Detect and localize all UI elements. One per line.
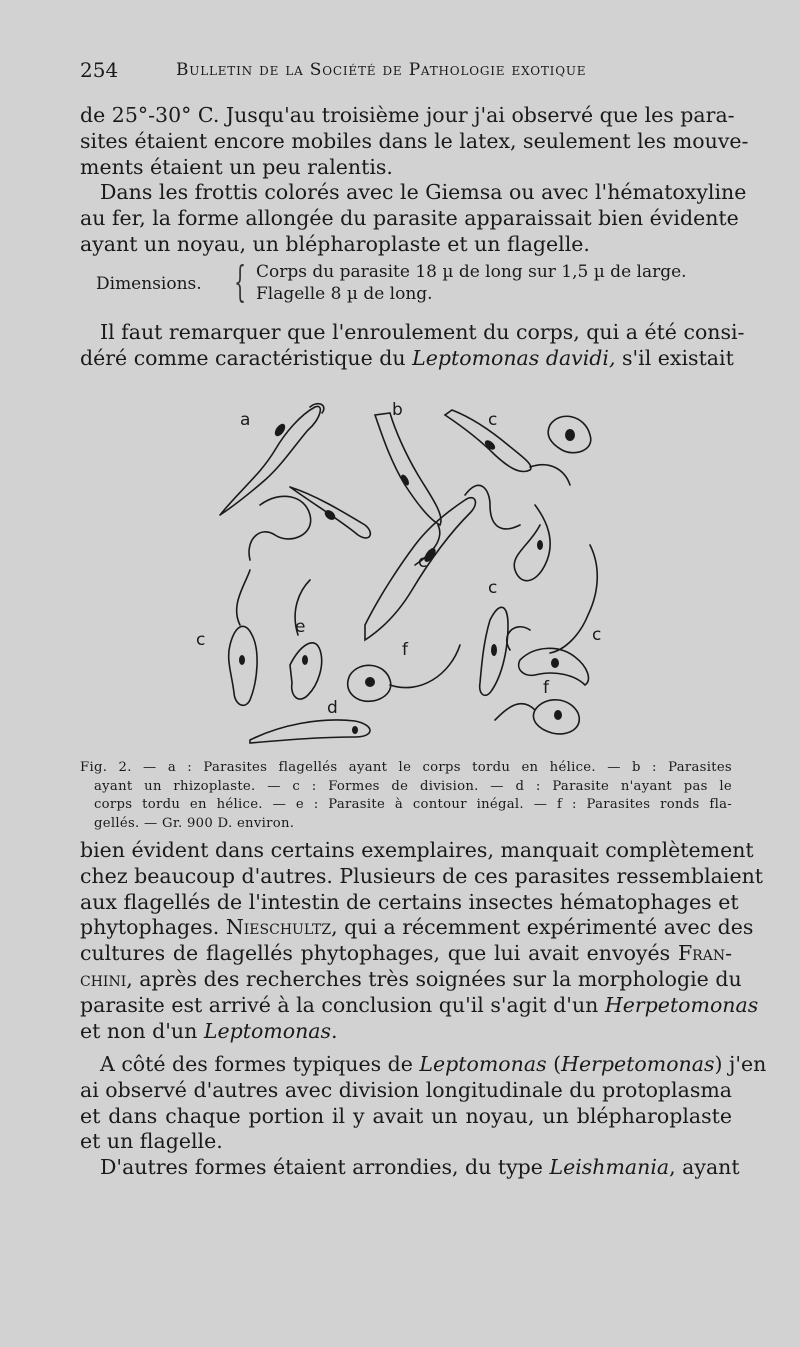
paragraph-6 xyxy=(80,1155,740,1181)
text-line: ments étaient un peu ralentis. xyxy=(80,154,393,179)
figure-caption xyxy=(80,759,732,833)
parasite-flagellated-loop xyxy=(249,496,311,560)
text-run: s'il existait xyxy=(615,345,734,370)
text-run: ( xyxy=(546,1052,562,1076)
species-name: Herpetomonas xyxy=(604,992,759,1017)
text-run: parasite est arrivé à la conclusion qu'il s'agit d'un xyxy=(80,992,605,1017)
parasite-b xyxy=(375,413,441,525)
text-run: D'autres formes étaient arrondies, du type xyxy=(100,1155,550,1179)
paragraph-5 xyxy=(80,1052,767,1155)
text-line: ayant un noyau, un blépharoplaste et un flagelle. xyxy=(80,231,590,256)
running-header xyxy=(80,58,740,86)
parasite-c-left xyxy=(229,626,257,705)
dimension-body: Corps du parasite 18 µ de long sur 1,5 µ de large. xyxy=(256,262,687,282)
species-name: Leptomonas davidi, xyxy=(412,345,616,370)
parasite-right-curl xyxy=(514,505,550,581)
text-line xyxy=(80,346,732,372)
text-line: bien évident dans certains exemplaires, manquait complètement xyxy=(80,838,754,862)
text-line xyxy=(80,992,759,1019)
text-line: Dans les frottis colorés avec le Giemsa ou avec l'hématoxyline xyxy=(100,180,747,204)
species-name: Leptomonas xyxy=(419,1052,547,1076)
caption-line: gellés. — Gr. 900 D. environ. xyxy=(94,815,295,831)
dimension-flagellum: Flagelle 8 µ de long. xyxy=(256,284,433,304)
figure-label-e: e xyxy=(295,617,306,637)
text-line xyxy=(80,1019,732,1045)
text-run: , après des recherches très soignées sur la morphologie du xyxy=(126,966,742,991)
text-line xyxy=(80,966,742,993)
species-name: Leishmania xyxy=(549,1155,670,1179)
dimensions-label: Dimensions. xyxy=(96,274,202,294)
figure-label-c-right: c xyxy=(592,625,602,645)
author-name: chini xyxy=(80,966,127,991)
text-line: et un flagelle. xyxy=(80,1129,223,1154)
text-run: et non d'un xyxy=(80,1018,204,1043)
parasite-figure xyxy=(190,395,630,755)
text-run: déré comme caractéristique du xyxy=(80,345,413,370)
figure-label-c-lower: c xyxy=(488,578,498,598)
text-line xyxy=(80,1155,740,1181)
figure-label-f-right: f xyxy=(543,678,549,698)
figure-label-c-middle: c xyxy=(418,552,428,572)
paragraph-4 xyxy=(80,838,764,1044)
figure-label-f-middle: f xyxy=(402,640,408,660)
text-line: ai observé d'autres avec division longitudinale du protoplasma xyxy=(80,1077,733,1102)
parasite-d xyxy=(250,720,370,743)
text-run: ) j'en xyxy=(714,1052,767,1076)
caption-line: ayant un rhizoplaste. — c : Formes de division. — d : Parasite n'ayant pas le xyxy=(94,778,732,794)
text-run: phytophages. xyxy=(80,915,226,940)
text-line: chez beaucoup d'autres. Plusieurs de ces parasites ressemblaient xyxy=(80,863,764,888)
figure-label-c-top: c xyxy=(488,410,498,430)
text-line: Il faut remarquer que l'enroulement du corps, qui a été consi- xyxy=(100,320,745,344)
species-name: Leptomonas xyxy=(203,1018,332,1043)
text-line xyxy=(80,941,732,967)
dimensions-block xyxy=(96,257,716,308)
text-run: . xyxy=(331,1018,338,1043)
caption-line: Fig. 2. — a : Parasites flagellés ayant le corps tordu en hélice. — b : Parasites xyxy=(80,760,732,775)
text-line: de 25°-30° C. Jusqu'au troisième jour j'ai observé que les para- xyxy=(80,103,735,127)
text-line: aux flagellés de l'intestin de certains insectes hématophages et xyxy=(80,889,739,914)
figure-label-d: d xyxy=(327,698,338,718)
paragraph-1 xyxy=(80,103,749,180)
paragraph-2 xyxy=(80,180,747,257)
figure-label-a: a xyxy=(240,410,251,430)
text-line: sites étaient encore mobiles dans le latex, seulement les mouve- xyxy=(80,128,749,153)
caption-line: corps tordu en hélice. — e : Parasite à contour inégal. — f : Parasites ronds fla- xyxy=(94,797,732,813)
figure-label-b: b xyxy=(392,400,403,420)
author-name: Fran- xyxy=(677,941,732,966)
text-run: A côté des formes typiques de xyxy=(100,1052,420,1076)
parasite-e xyxy=(290,643,322,699)
text-run: cultures de flagellés phytophages, que lui avait envoyés xyxy=(80,941,678,966)
text-line xyxy=(80,915,754,941)
brace-icon: { xyxy=(234,257,247,306)
text-run: , ayant xyxy=(669,1155,740,1179)
figure-label-c-left: c xyxy=(196,630,206,650)
text-line xyxy=(80,1052,767,1078)
journal-title: Bulletin de la Société de Pathologie exotique xyxy=(176,60,587,80)
text-run: , qui a récemment expérimenté avec des xyxy=(331,915,754,940)
page-number: 254 xyxy=(80,58,119,82)
text-line: au fer, la forme allongée du parasite apparaissait bien évidente xyxy=(80,205,739,230)
paragraph-3 xyxy=(80,320,745,372)
species-name: Herpetomonas xyxy=(561,1052,715,1076)
text-line: et dans chaque portion il y avait un noyau, un blépharoplaste xyxy=(80,1103,732,1128)
author-name: Nieschultz xyxy=(225,915,332,940)
